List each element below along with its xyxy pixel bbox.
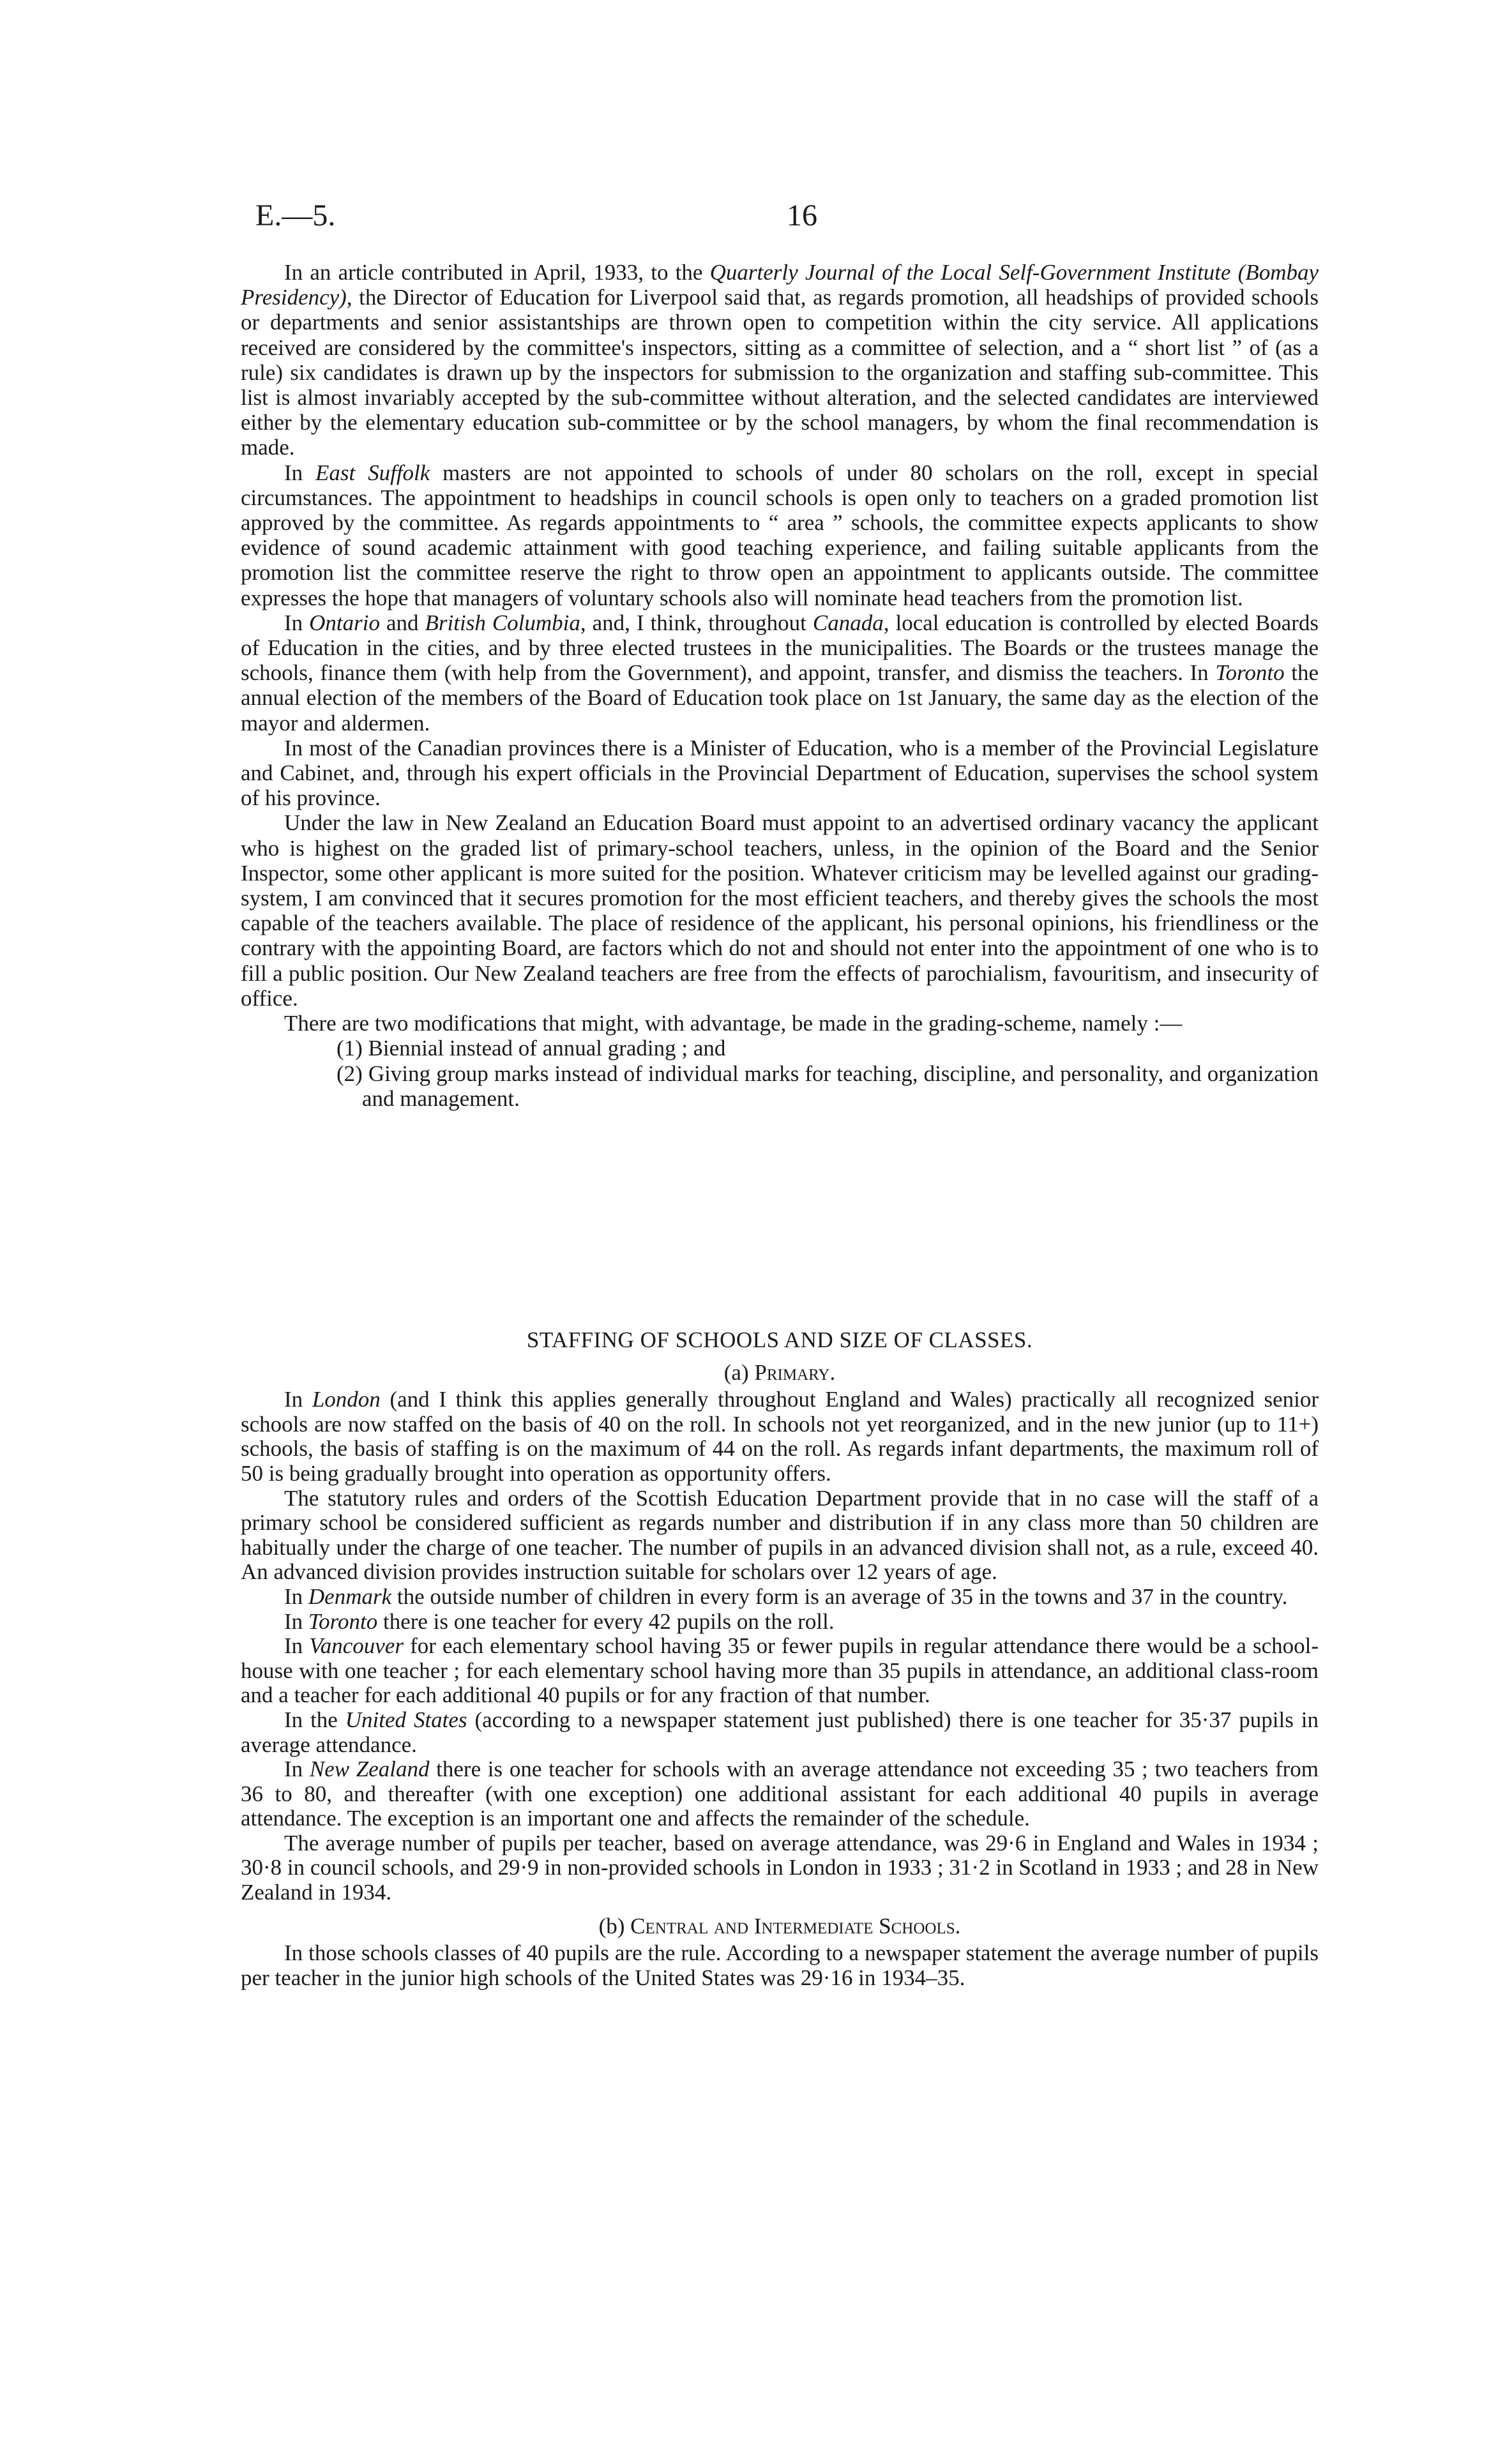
body-lower: [241, 1328, 1319, 1990]
subheading-primary: (a) Primary.: [723, 1359, 836, 1385]
paragraph-london: In London (and I think this applies generally throughout England and Wales) practically all recognized senior schools are now staffed on the basis of 40 on the roll. In schools not yet reorganized, and in the new junior (up to 11+) schools, the basis of staffing is on the maximum of 44 on the roll. As regards infant departments, the maximum roll of 50 is being gradually brought into operation as opportunity offers.: [241, 1387, 1319, 1486]
paragraph-liverpool: In an article contributed in April, 1933, to the Quarterly Journal of the Local Self-Government Institute (Bombay Presidency), the Director of Education for Liverpool said that, as regards promotion, all headships of provided schools or departments and senior assistantships are thrown open to competition within the city service. All applications received are considered by the committee's inspectors, sitting as a committee of selection, and a “ short list ” of (as a rule) six candidates is drawn up by the inspectors for submission to the organization and staffing sub-committee. This list is almost invariably accepted by the sub-committee without alteration, and the selected candidates are interviewed either by the elementary education sub-committee or by the school managers, by whom the final recommendation is made.: [241, 260, 1319, 460]
paragraph-ontario: In Ontario and British Columbia, and, I think, throughout Canada, local education is controlled by elected Boards of Education in the cities, and by three elected trustees in the municipalities. The Boards or the trustees manage the schools, finance them (with help from the Government), and appoint, transfer, and dismiss the teachers. In Toronto the annual election of the members of the Board of Education took place on 1st January, the same day as the election of the mayor and aldermen.: [241, 610, 1319, 736]
paragraph-denmark: In Denmark the outside number of children in every form is an average of 35 in the towns and 37 in the country.: [284, 1583, 1288, 1609]
paragraph-modifications: There are two modifications that might, with advantage, be made in the grading-scheme, namely :—: [284, 1011, 1183, 1036]
paragraph-central-schools: In those schools classes of 40 pupils are the rule. According to a newspaper statement the average number of pupils per teacher in the junior high schools of the United States was 29·16 in 1934–35.: [241, 1940, 1319, 1990]
paragraph-vancouver: In Vancouver for each elementary school having 35 or fewer pupils in regular attendance there would be a school-house with one teacher ; for each elementary school having more than 35 pupils in attendance, an additional class-room and a teacher for each additional 40 pupils or for any fraction of that number.: [241, 1633, 1319, 1708]
page-number: 16: [787, 199, 817, 232]
section-heading: STAFFING OF SCHOOLS AND SIZE OF CLASSES.: [526, 1327, 1033, 1352]
paragraph-east-suffolk: In East Suffolk masters are not appointed to schools of under 80 scholars on the roll, except in special circumstances. The appointment to headships in council schools is open only to teachers on a graded promotion list approved by the committee. As regards appointments to “ area ” schools, the committee expects applicants to show evidence of sound academic attainment with good teaching experience, and failing suitable applicants from the promotion list the committee reserve the right to throw open an appointment to applicants outside. The committee expresses the hope that managers of voluntary schools also will nominate head teachers from the promotion list.: [241, 460, 1319, 610]
subheading-central-intermediate: (b) Central and Intermediate Schools.: [598, 1913, 961, 1939]
document-reference: E.—5.: [255, 199, 336, 232]
paragraph-canadian-provinces: In most of the Canadian provinces there is a Minister of Education, who is a member of the Provincial Legislature and Cabinet, and, through his expert officials in the Provincial Department of Education, supervises the school system of his province.: [241, 735, 1319, 811]
paragraph-united-states: In the United States (according to a newspaper statement just published) there is one teacher for 35·37 pupils in average attendance.: [241, 1707, 1319, 1757]
paragraph-average-pupils: The average number of pupils per teacher, based on average attendance, was 29·6 in England and Wales in 1934 ; 30·8 in council schools, and 29·9 in non-provided schools in London in 1933 ; 31·2 in Scotland in 1933 ; and 28 in New Zealand in 1934.: [241, 1830, 1319, 1905]
body-upper: [241, 260, 1319, 1111]
paragraph-new-zealand-staffing: In New Zealand there is one teacher for schools with an average attendance not exceeding 35 ; two teachers from 36 to 80, and thereafter (with one exception) one additional assistant for each additional 40 pupils in average attendance. The exception is an important one and affects the remainder of the schedule.: [241, 1757, 1319, 1831]
list-item: (2) Giving group marks instead of individual marks for teaching, discipline, and personality, and organization and management.: [337, 1061, 1319, 1111]
paragraph-new-zealand-law: Under the law in New Zealand an Education Board must appoint to an advertised ordinary vacancy the applicant who is highest on the graded list of primary-school teachers, unless, in the opinion of the Board and the Senior Inspector, some other applicant is more suited for the position. Whatever criticism may be levelled against our grading-system, I am convinced that it secures promotion for the most efficient teachers, and thereby gives the schools the most capable of the teachers available. The place of residence of the applicant, his personal opinions, his friendliness or the contrary with the appointing Board, are factors which do not and should not enter into the appointment of one who is to fill a public position. Our New Zealand teachers are free from the effects of parochialism, favouritism, and insecurity of office.: [241, 810, 1319, 1011]
list-item: (1) Biennial instead of annual grading ; and: [337, 1036, 726, 1061]
paragraph-toronto: In Toronto there is one teacher for every 42 pupils on the roll.: [284, 1608, 835, 1634]
paragraph-scottish-rules: The statutory rules and orders of the Scottish Education Department provide that in no case will the staff of a primary school be considered sufficient as regards number and distribution if in any class more than 50 children are habitually under the charge of one teacher. The number of pupils in an advanced division shall not, as a rule, exceed 40. An advanced division provides instruction suitable for scholars over 12 years of age.: [241, 1485, 1319, 1585]
